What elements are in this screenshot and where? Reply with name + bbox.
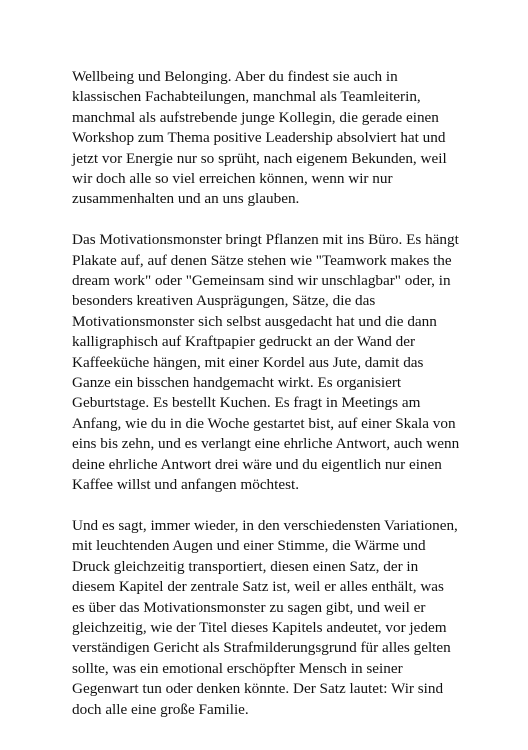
- text-line: Anfang, wie du in die Woche gestartet bist, auf einer Skala von: [72, 414, 456, 432]
- text-line: Motivationsmonster sich selbst ausgedacht hat und die dann: [72, 312, 437, 330]
- text-line: Wellbeing und Belonging. Aber du findest sie auch in: [72, 68, 398, 85]
- paragraph-3: [72, 516, 464, 720]
- text-line: kalligraphisch auf Kraftpapier gedruckt an der Wand der: [72, 333, 416, 351]
- text-line: deine ehrliche Antwort drei wäre und du eigentlich nur einen: [72, 455, 442, 473]
- text-line: diesem Kapitel der zentrale Satz ist, weil er alles enthält, was: [72, 578, 444, 596]
- body-text: [72, 67, 464, 740]
- text-line: gleichzeitig, wie der Titel dieses Kapitels andeutet, vor jedem: [72, 618, 447, 636]
- text-line: eins bis zehn, und es verlangt eine ehrliche Antwort, auch wenn: [72, 435, 460, 453]
- text-line: Und es sagt, immer wieder, in den verschiedensten Variationen,: [72, 516, 458, 534]
- text-line: dream work" oder "Gemeinsam sind wir unschlagbar" oder, in: [72, 272, 451, 290]
- paragraph-2: [72, 230, 464, 495]
- text-line: Kaffee willst und anfangen möchtest.: [72, 476, 300, 494]
- text-line: Workshop zum Thema positive Leadership absolviert hat und: [72, 129, 446, 147]
- text-line: Geburtstage. Es bestellt Kuchen. Es fragt in Meetings am: [72, 394, 421, 412]
- text-line: jetzt vor Energie nur so sprüht, nach eigenem Bekunden, weil: [72, 149, 447, 167]
- text-line: sollte, was ein emotional erschöpfter Mensch in seiner: [72, 659, 403, 677]
- text-line: zusammenhalten und an uns glauben.: [72, 190, 300, 208]
- text-line: besonders kreativen Ausprägungen, Sätze, die das: [72, 292, 376, 310]
- text-line: Gegenwart tun oder denken könnte. Der Satz lautet: Wir sind: [72, 680, 444, 698]
- paragraph-1: [72, 67, 464, 210]
- text-line: Plakate auf, auf denen Sätze stehen wie "Teamwork makes the: [72, 251, 452, 269]
- text-line: Ganze ein bisschen handgemacht wirkt. Es organisiert: [72, 374, 402, 392]
- text-line: Druck gleichzeitig transportiert, diesen einen Satz, der in: [72, 557, 419, 575]
- text-line: wir doch alle so viel erreichen können, wenn wir nur: [72, 170, 393, 188]
- text-line: verständigen Gericht als Strafmilderungsgrund für alles gelten: [72, 639, 451, 657]
- text-line: doch alle eine große Familie.: [72, 700, 249, 718]
- text-line: Das Motivationsmonster bringt Pflanzen mit ins Büro. Es hängt: [72, 231, 459, 249]
- text-line: Kaffeeküche hängen, mit einer Kordel aus Jute, damit das: [72, 353, 424, 371]
- text-line: manchmal als aufstrebende junge Kollegin, die gerade einen: [72, 108, 439, 126]
- text-line: es über das Motivationsmonster zu sagen gibt, und weil er: [72, 598, 426, 616]
- text-line: mit leuchtenden Augen und einer Stimme, die Wärme und: [72, 537, 426, 555]
- text-line: klassischen Fachabteilungen, manchmal als Teamleiterin,: [72, 88, 421, 106]
